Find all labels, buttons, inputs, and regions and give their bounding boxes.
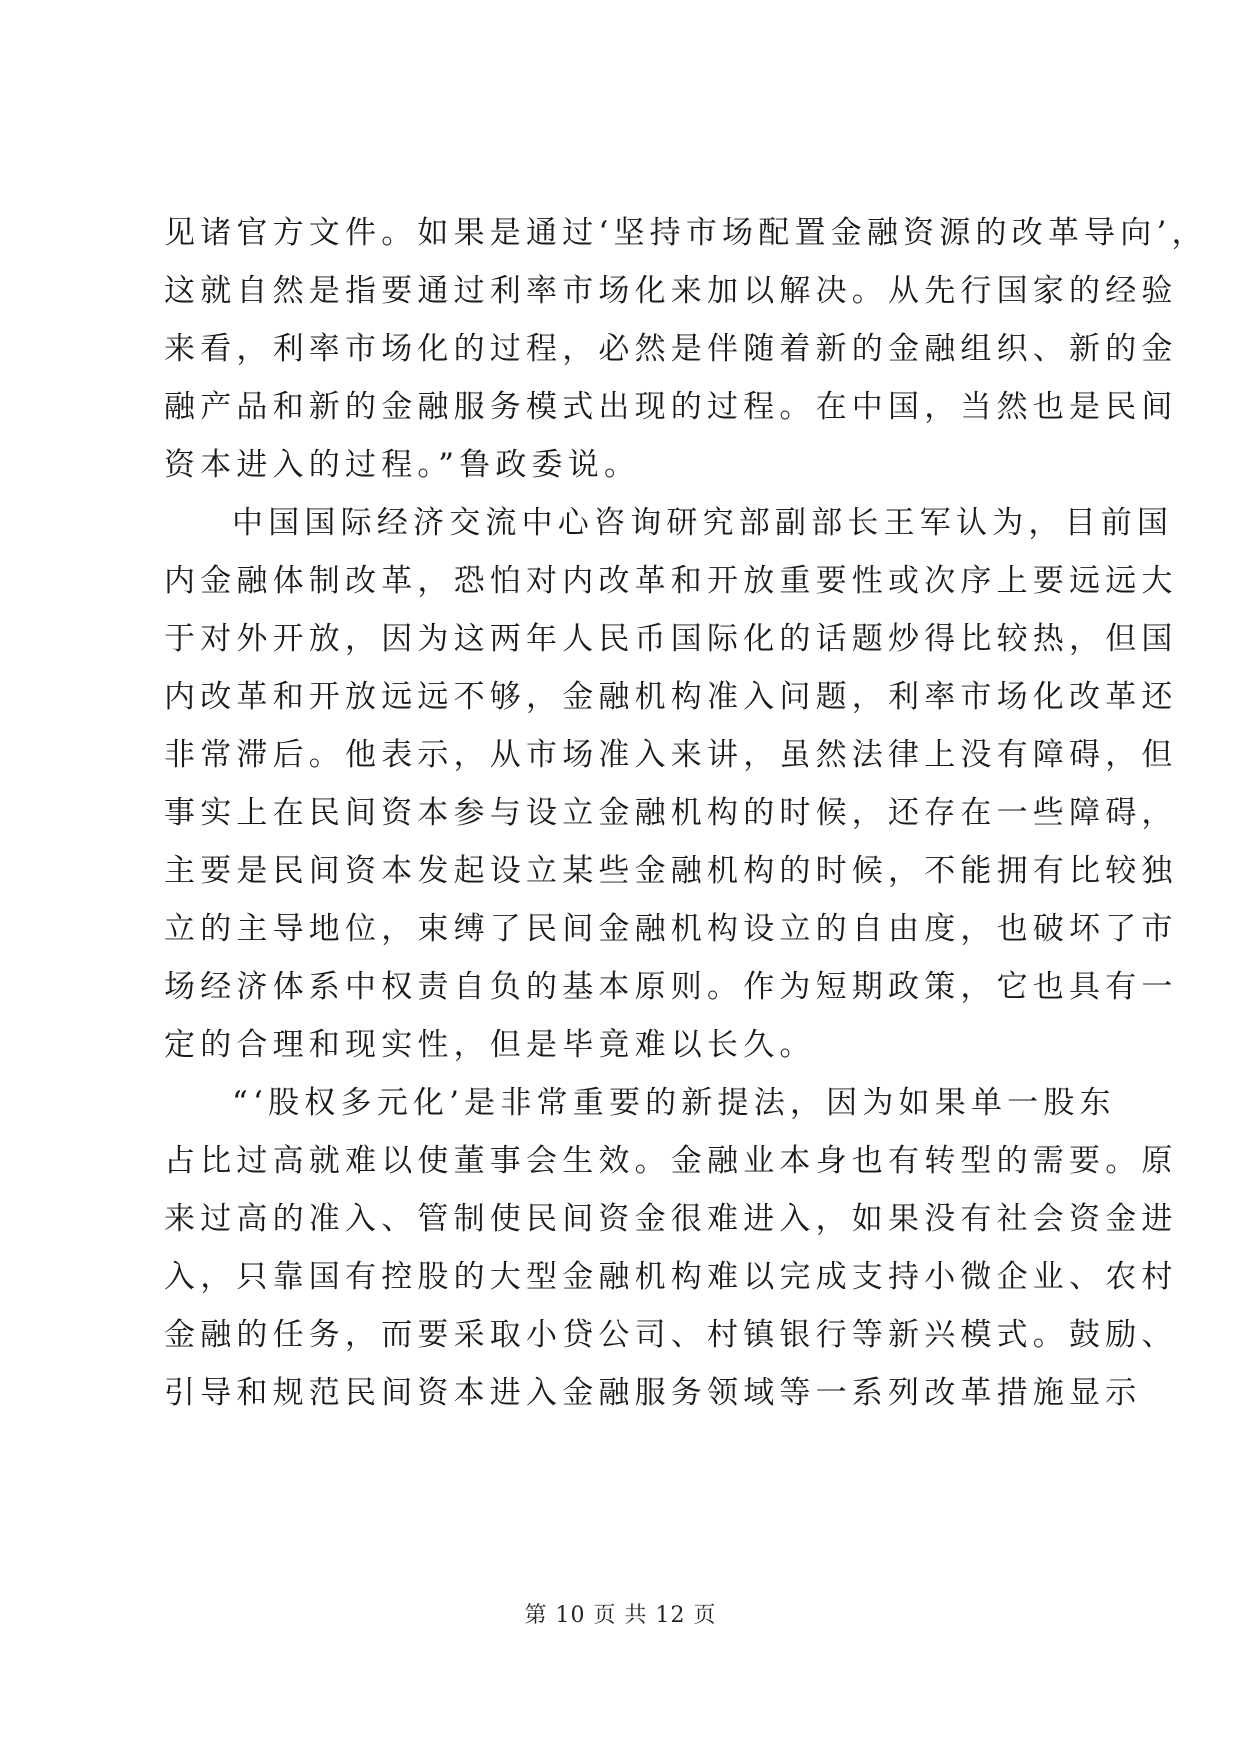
text-line: 来过高的准入、管制使民间资金很难进入，如果没有社会资金进 bbox=[164, 1201, 1178, 1237]
text-line: 内改革和开放远远不够，金融机构准入问题，利率市场化改革还 bbox=[164, 679, 1178, 715]
text-line: 定的合理和现实性，但是毕竟难以长久。 bbox=[164, 1027, 816, 1063]
text-line: 中国国际经济交流中心咨询研究部副部长王军认为，目前国 bbox=[232, 505, 1174, 541]
text-line: 内金融体制改革，恐怕对内改革和开放重要性或次序上要远远大 bbox=[164, 563, 1178, 599]
text-line: 见诸官方文件。如果是通过‘坚持市场配置金融资源的改革导向’， bbox=[164, 215, 1208, 251]
text-line: 非常滞后。他表示，从市场准入来讲，虽然法律上没有障碍，但 bbox=[164, 737, 1178, 773]
text-line: 事实上在民间资本参与设立金融机构的时候，还存在一些障碍， bbox=[164, 795, 1178, 831]
text-line: 引导和规范民间资本进入金融服务领域等一系列改革措施显示 bbox=[164, 1375, 1142, 1411]
text-line: 资本进入的过程。”鲁政委说。 bbox=[164, 447, 641, 483]
text-line: 于对外开放，因为这两年人民币国际化的话题炒得比较热，但国 bbox=[164, 621, 1178, 657]
text-line: 主要是民间资本发起设立某些金融机构的时候，不能拥有比较独 bbox=[164, 853, 1178, 889]
text-line: “‘股权多元化’是非常重要的新提法，因为如果单一股东 bbox=[232, 1085, 1116, 1121]
text-line: 这就自然是指要通过利率市场化来加以解决。从先行国家的经验 bbox=[164, 273, 1178, 309]
text-line: 入，只靠国有控股的大型金融机构难以完成支持小微企业、农村 bbox=[164, 1259, 1178, 1295]
text-line: 金融的任务，而要采取小贷公司、村镇银行等新兴模式。鼓励、 bbox=[164, 1317, 1178, 1353]
text-line: 立的主导地位，束缚了民间金融机构设立的自由度，也破坏了市 bbox=[164, 911, 1178, 947]
text-line: 融产品和新的金融服务模式出现的过程。在中国，当然也是民间 bbox=[164, 389, 1178, 425]
text-line: 场经济体系中权责自负的基本原则。作为短期政策，它也具有一 bbox=[164, 969, 1178, 1005]
text-line: 占比过高就难以使董事会生效。金融业本身也有转型的需要。原 bbox=[164, 1143, 1178, 1179]
page-footer: 第 10 页 共 12 页 bbox=[524, 1603, 717, 1628]
text-line: 来看，利率市场化的过程，必然是伴随着新的金融组织、新的金 bbox=[164, 331, 1178, 367]
